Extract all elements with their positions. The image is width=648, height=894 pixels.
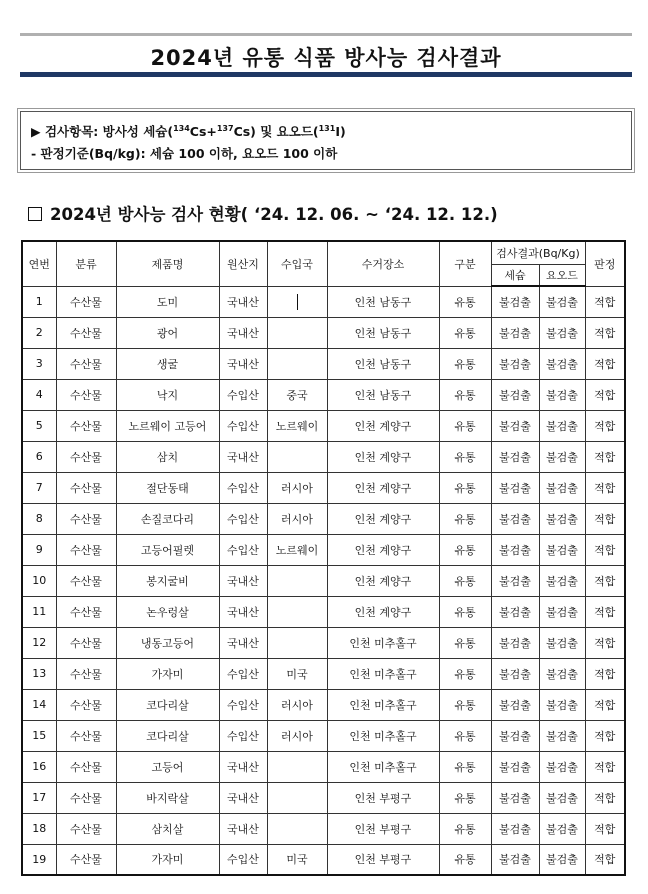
cell-product: 봉지굴비 xyxy=(116,565,219,596)
cell-judgment: 적합 xyxy=(585,751,625,782)
cell-cesium: 불검출 xyxy=(491,379,539,410)
header-judgment: 판정 xyxy=(585,241,625,286)
cell-origin: 수입산 xyxy=(219,379,267,410)
cell-cesium: 불검출 xyxy=(491,472,539,503)
cell-location: 인천 계양구 xyxy=(327,565,439,596)
cell-type: 유통 xyxy=(439,348,491,379)
cell-no: 1 xyxy=(22,286,56,317)
cell-import-country: 노르웨이 xyxy=(267,410,327,441)
cell-product: 낙지 xyxy=(116,379,219,410)
cell-product: 삼치살 xyxy=(116,813,219,844)
cell-origin: 국내산 xyxy=(219,286,267,317)
cell-location: 인천 계양구 xyxy=(327,472,439,503)
cell-location: 인천 남동구 xyxy=(327,379,439,410)
i-close: I) xyxy=(335,124,346,139)
header-import-country: 수입국 xyxy=(267,241,327,286)
table-row xyxy=(22,317,625,348)
cell-category: 수산물 xyxy=(56,720,116,751)
table-row xyxy=(22,782,625,813)
cell-judgment: 적합 xyxy=(585,627,625,658)
cell-cesium: 불검출 xyxy=(491,534,539,565)
header-result-group: 검사결과(Bq/Kg) xyxy=(491,241,585,264)
cs-close: Cs) 및 요오드( xyxy=(233,124,319,139)
cell-product: 코다리살 xyxy=(116,720,219,751)
cell-iodine: 불검출 xyxy=(539,782,585,813)
cell-origin: 국내산 xyxy=(219,813,267,844)
cell-product: 노르웨이 고등어 xyxy=(116,410,219,441)
cell-no: 15 xyxy=(22,720,56,751)
cell-judgment: 적합 xyxy=(585,720,625,751)
cell-origin: 국내산 xyxy=(219,348,267,379)
header-category: 분류 xyxy=(56,241,116,286)
cell-location: 인천 계양구 xyxy=(327,596,439,627)
cell-no: 17 xyxy=(22,782,56,813)
cell-category: 수산물 xyxy=(56,534,116,565)
cell-no: 7 xyxy=(22,472,56,503)
cell-cesium: 불검출 xyxy=(491,627,539,658)
cell-no: 13 xyxy=(22,658,56,689)
cell-import-country xyxy=(267,751,327,782)
cell-judgment: 적합 xyxy=(585,472,625,503)
cell-no: 3 xyxy=(22,348,56,379)
cell-category: 수산물 xyxy=(56,813,116,844)
cell-origin: 국내산 xyxy=(219,627,267,658)
cell-origin: 수입산 xyxy=(219,503,267,534)
cell-location: 인천 남동구 xyxy=(327,348,439,379)
table-row xyxy=(22,565,625,596)
cell-type: 유통 xyxy=(439,813,491,844)
cell-cesium: 불검출 xyxy=(491,441,539,472)
cell-no: 2 xyxy=(22,317,56,348)
cell-iodine: 불검출 xyxy=(539,472,585,503)
cell-location: 인천 부평구 xyxy=(327,782,439,813)
cell-no: 12 xyxy=(22,627,56,658)
cell-category: 수산물 xyxy=(56,844,116,875)
cell-iodine: 불검출 xyxy=(539,286,585,317)
cell-type: 유통 xyxy=(439,317,491,348)
cell-import-country xyxy=(267,627,327,658)
table-row xyxy=(22,844,625,875)
i131-mass: 131 xyxy=(318,124,336,133)
cell-import-country: 러시아 xyxy=(267,503,327,534)
cell-product: 가자미 xyxy=(116,844,219,875)
cell-cesium: 불검출 xyxy=(491,658,539,689)
cell-no: 14 xyxy=(22,689,56,720)
cell-category: 수산물 xyxy=(56,472,116,503)
checkbox-square-icon xyxy=(28,207,42,221)
cell-location: 인천 계양구 xyxy=(327,534,439,565)
cell-product: 손질코다리 xyxy=(116,503,219,534)
cell-no: 10 xyxy=(22,565,56,596)
cell-category: 수산물 xyxy=(56,348,116,379)
cell-judgment: 적합 xyxy=(585,503,625,534)
cell-iodine: 불검출 xyxy=(539,410,585,441)
cell-no: 8 xyxy=(22,503,56,534)
cell-product: 논우렁살 xyxy=(116,596,219,627)
cell-cesium: 불검출 xyxy=(491,751,539,782)
cell-type: 유통 xyxy=(439,503,491,534)
cell-product: 도미 xyxy=(116,286,219,317)
cell-product: 절단동태 xyxy=(116,472,219,503)
cell-type: 유통 xyxy=(439,720,491,751)
cell-import-country xyxy=(267,317,327,348)
cell-product: 광어 xyxy=(116,317,219,348)
cell-cesium: 불검출 xyxy=(491,410,539,441)
cell-product: 고등어필렛 xyxy=(116,534,219,565)
cell-iodine: 불검출 xyxy=(539,689,585,720)
text-cursor-mark xyxy=(297,294,298,310)
cell-iodine: 불검출 xyxy=(539,596,585,627)
cell-location: 인천 미추홀구 xyxy=(327,627,439,658)
cell-type: 유통 xyxy=(439,441,491,472)
cell-category: 수산물 xyxy=(56,596,116,627)
section-heading-text: 2024년 방사능 검사 현황( ‘24. 12. 06. ~ ‘24. 12. 12.) xyxy=(50,205,498,224)
cell-iodine: 불검출 xyxy=(539,534,585,565)
table-row xyxy=(22,379,625,410)
cell-type: 유통 xyxy=(439,782,491,813)
header-product: 제품명 xyxy=(116,241,219,286)
cell-judgment: 적합 xyxy=(585,379,625,410)
cell-product: 가자미 xyxy=(116,658,219,689)
cell-iodine: 불검출 xyxy=(539,441,585,472)
cell-judgment: 적합 xyxy=(585,441,625,472)
cell-judgment: 적합 xyxy=(585,286,625,317)
table-row xyxy=(22,596,625,627)
cell-location: 인천 계양구 xyxy=(327,410,439,441)
cell-iodine: 불검출 xyxy=(539,348,585,379)
cell-category: 수산물 xyxy=(56,782,116,813)
cell-judgment: 적합 xyxy=(585,565,625,596)
cell-origin: 수입산 xyxy=(219,720,267,751)
cell-product: 냉동고등어 xyxy=(116,627,219,658)
cell-category: 수산물 xyxy=(56,565,116,596)
cell-location: 인천 미추홀구 xyxy=(327,751,439,782)
cell-type: 유통 xyxy=(439,751,491,782)
cell-iodine: 불검출 xyxy=(539,751,585,782)
cell-judgment: 적합 xyxy=(585,596,625,627)
cell-iodine: 불검출 xyxy=(539,379,585,410)
cell-type: 유통 xyxy=(439,689,491,720)
cell-cesium: 불검출 xyxy=(491,348,539,379)
cell-judgment: 적합 xyxy=(585,689,625,720)
cell-origin: 국내산 xyxy=(219,441,267,472)
cell-product: 생굴 xyxy=(116,348,219,379)
cell-product: 코다리살 xyxy=(116,689,219,720)
cell-location: 인천 남동구 xyxy=(327,286,439,317)
cell-import-country: 러시아 xyxy=(267,689,327,720)
cs134-mass: 134 xyxy=(173,124,190,133)
cell-cesium: 불검출 xyxy=(491,565,539,596)
cell-location: 인천 미추홀구 xyxy=(327,689,439,720)
cell-no: 5 xyxy=(22,410,56,441)
cell-judgment: 적합 xyxy=(585,410,625,441)
cell-origin: 수입산 xyxy=(219,844,267,875)
cell-location: 인천 부평구 xyxy=(327,813,439,844)
header-location: 수거장소 xyxy=(327,241,439,286)
cell-location: 인천 미추홀구 xyxy=(327,720,439,751)
cell-import-country xyxy=(267,782,327,813)
cell-origin: 수입산 xyxy=(219,472,267,503)
cell-cesium: 불검출 xyxy=(491,782,539,813)
cell-iodine: 불검출 xyxy=(539,627,585,658)
cell-category: 수산물 xyxy=(56,503,116,534)
table-row xyxy=(22,410,625,441)
cell-judgment: 적합 xyxy=(585,348,625,379)
cell-origin: 국내산 xyxy=(219,317,267,348)
cell-location: 인천 부평구 xyxy=(327,844,439,875)
table-row xyxy=(22,751,625,782)
cell-judgment: 적합 xyxy=(585,782,625,813)
cell-no: 18 xyxy=(22,813,56,844)
table-row xyxy=(22,689,625,720)
header-origin: 원산지 xyxy=(219,241,267,286)
cell-origin: 수입산 xyxy=(219,410,267,441)
cell-category: 수산물 xyxy=(56,751,116,782)
cell-no: 6 xyxy=(22,441,56,472)
cell-judgment: 적합 xyxy=(585,317,625,348)
cell-cesium: 불검출 xyxy=(491,503,539,534)
title-banner xyxy=(20,33,632,77)
cell-cesium: 불검출 xyxy=(491,317,539,348)
cell-origin: 수입산 xyxy=(219,658,267,689)
cell-location: 인천 미추홀구 xyxy=(327,658,439,689)
table-row xyxy=(22,348,625,379)
test-items-line xyxy=(31,118,621,143)
cell-category: 수산물 xyxy=(56,658,116,689)
cell-product: 바지락살 xyxy=(116,782,219,813)
cell-import-country: 미국 xyxy=(267,658,327,689)
cell-judgment: 적합 xyxy=(585,844,625,875)
cell-origin: 국내산 xyxy=(219,751,267,782)
cell-import-country: 중국 xyxy=(267,379,327,410)
table-row xyxy=(22,658,625,689)
cell-location: 인천 남동구 xyxy=(327,317,439,348)
page-title: 2024년 유통 식품 방사능 검사결과 xyxy=(150,46,502,70)
cell-iodine: 불검출 xyxy=(539,844,585,875)
table-row xyxy=(22,472,625,503)
cell-iodine: 불검출 xyxy=(539,503,585,534)
cell-product: 고등어 xyxy=(116,751,219,782)
cell-type: 유통 xyxy=(439,379,491,410)
cell-import-country xyxy=(267,596,327,627)
cell-type: 유통 xyxy=(439,658,491,689)
table-row xyxy=(22,720,625,751)
cell-import-country: 미국 xyxy=(267,844,327,875)
cell-origin: 국내산 xyxy=(219,565,267,596)
cell-origin: 국내산 xyxy=(219,596,267,627)
table-row xyxy=(22,286,625,317)
cell-import-country: 러시아 xyxy=(267,472,327,503)
criteria-line: - 판정기준(Bq/kg): 세슘 100 이하, 요오드 100 이하 xyxy=(31,146,338,161)
cell-no: 9 xyxy=(22,534,56,565)
table-row xyxy=(22,627,625,658)
cell-import-country xyxy=(267,565,327,596)
cell-no: 16 xyxy=(22,751,56,782)
cell-import-country: 러시아 xyxy=(267,720,327,751)
cell-no: 11 xyxy=(22,596,56,627)
cell-judgment: 적합 xyxy=(585,658,625,689)
cell-origin: 수입산 xyxy=(219,534,267,565)
cell-iodine: 불검출 xyxy=(539,813,585,844)
cell-origin: 국내산 xyxy=(219,782,267,813)
cell-import-country: 노르웨이 xyxy=(267,534,327,565)
cell-iodine: 불검출 xyxy=(539,565,585,596)
cell-iodine: 불검출 xyxy=(539,317,585,348)
test-items-prefix: ▶ 검사항목: 방사성 세슘( xyxy=(31,124,174,139)
cell-cesium: 불검출 xyxy=(491,813,539,844)
header-type: 구분 xyxy=(439,241,491,286)
table-row xyxy=(22,534,625,565)
cell-product: 삼치 xyxy=(116,441,219,472)
cell-cesium: 불검출 xyxy=(491,720,539,751)
cell-category: 수산물 xyxy=(56,379,116,410)
cell-type: 유통 xyxy=(439,596,491,627)
cs-plus: Cs+ xyxy=(189,124,217,139)
cell-location: 인천 계양구 xyxy=(327,441,439,472)
cell-no: 4 xyxy=(22,379,56,410)
cell-cesium: 불검출 xyxy=(491,286,539,317)
info-box xyxy=(20,111,632,170)
cell-category: 수산물 xyxy=(56,689,116,720)
cell-location: 인천 계양구 xyxy=(327,503,439,534)
cell-judgment: 적합 xyxy=(585,534,625,565)
cell-type: 유통 xyxy=(439,627,491,658)
table-row xyxy=(22,441,625,472)
cell-no: 19 xyxy=(22,844,56,875)
table-row xyxy=(22,503,625,534)
cell-type: 유통 xyxy=(439,844,491,875)
header-no: 연번 xyxy=(22,241,56,286)
cell-category: 수산물 xyxy=(56,410,116,441)
cell-category: 수산물 xyxy=(56,627,116,658)
cell-import-country xyxy=(267,813,327,844)
cell-category: 수산물 xyxy=(56,441,116,472)
cell-cesium: 불검출 xyxy=(491,844,539,875)
header-iodine: 요오드 xyxy=(539,264,585,286)
cell-origin: 수입산 xyxy=(219,689,267,720)
cell-type: 유통 xyxy=(439,286,491,317)
cell-category: 수산물 xyxy=(56,317,116,348)
cell-iodine: 불검출 xyxy=(539,720,585,751)
cell-import-country xyxy=(267,348,327,379)
cell-type: 유통 xyxy=(439,534,491,565)
cell-cesium: 불검출 xyxy=(491,596,539,627)
cell-type: 유통 xyxy=(439,472,491,503)
cell-import-country xyxy=(267,441,327,472)
section-heading xyxy=(28,201,498,225)
cell-type: 유통 xyxy=(439,410,491,441)
cell-iodine: 불검출 xyxy=(539,658,585,689)
cs137-mass: 137 xyxy=(216,124,234,133)
cell-import-country xyxy=(267,286,327,317)
cell-judgment: 적합 xyxy=(585,813,625,844)
table-row xyxy=(22,813,625,844)
cell-cesium: 불검출 xyxy=(491,689,539,720)
header-cesium: 세슘 xyxy=(491,264,539,286)
cell-type: 유통 xyxy=(439,565,491,596)
cell-category: 수산물 xyxy=(56,286,116,317)
results-table xyxy=(21,240,626,876)
